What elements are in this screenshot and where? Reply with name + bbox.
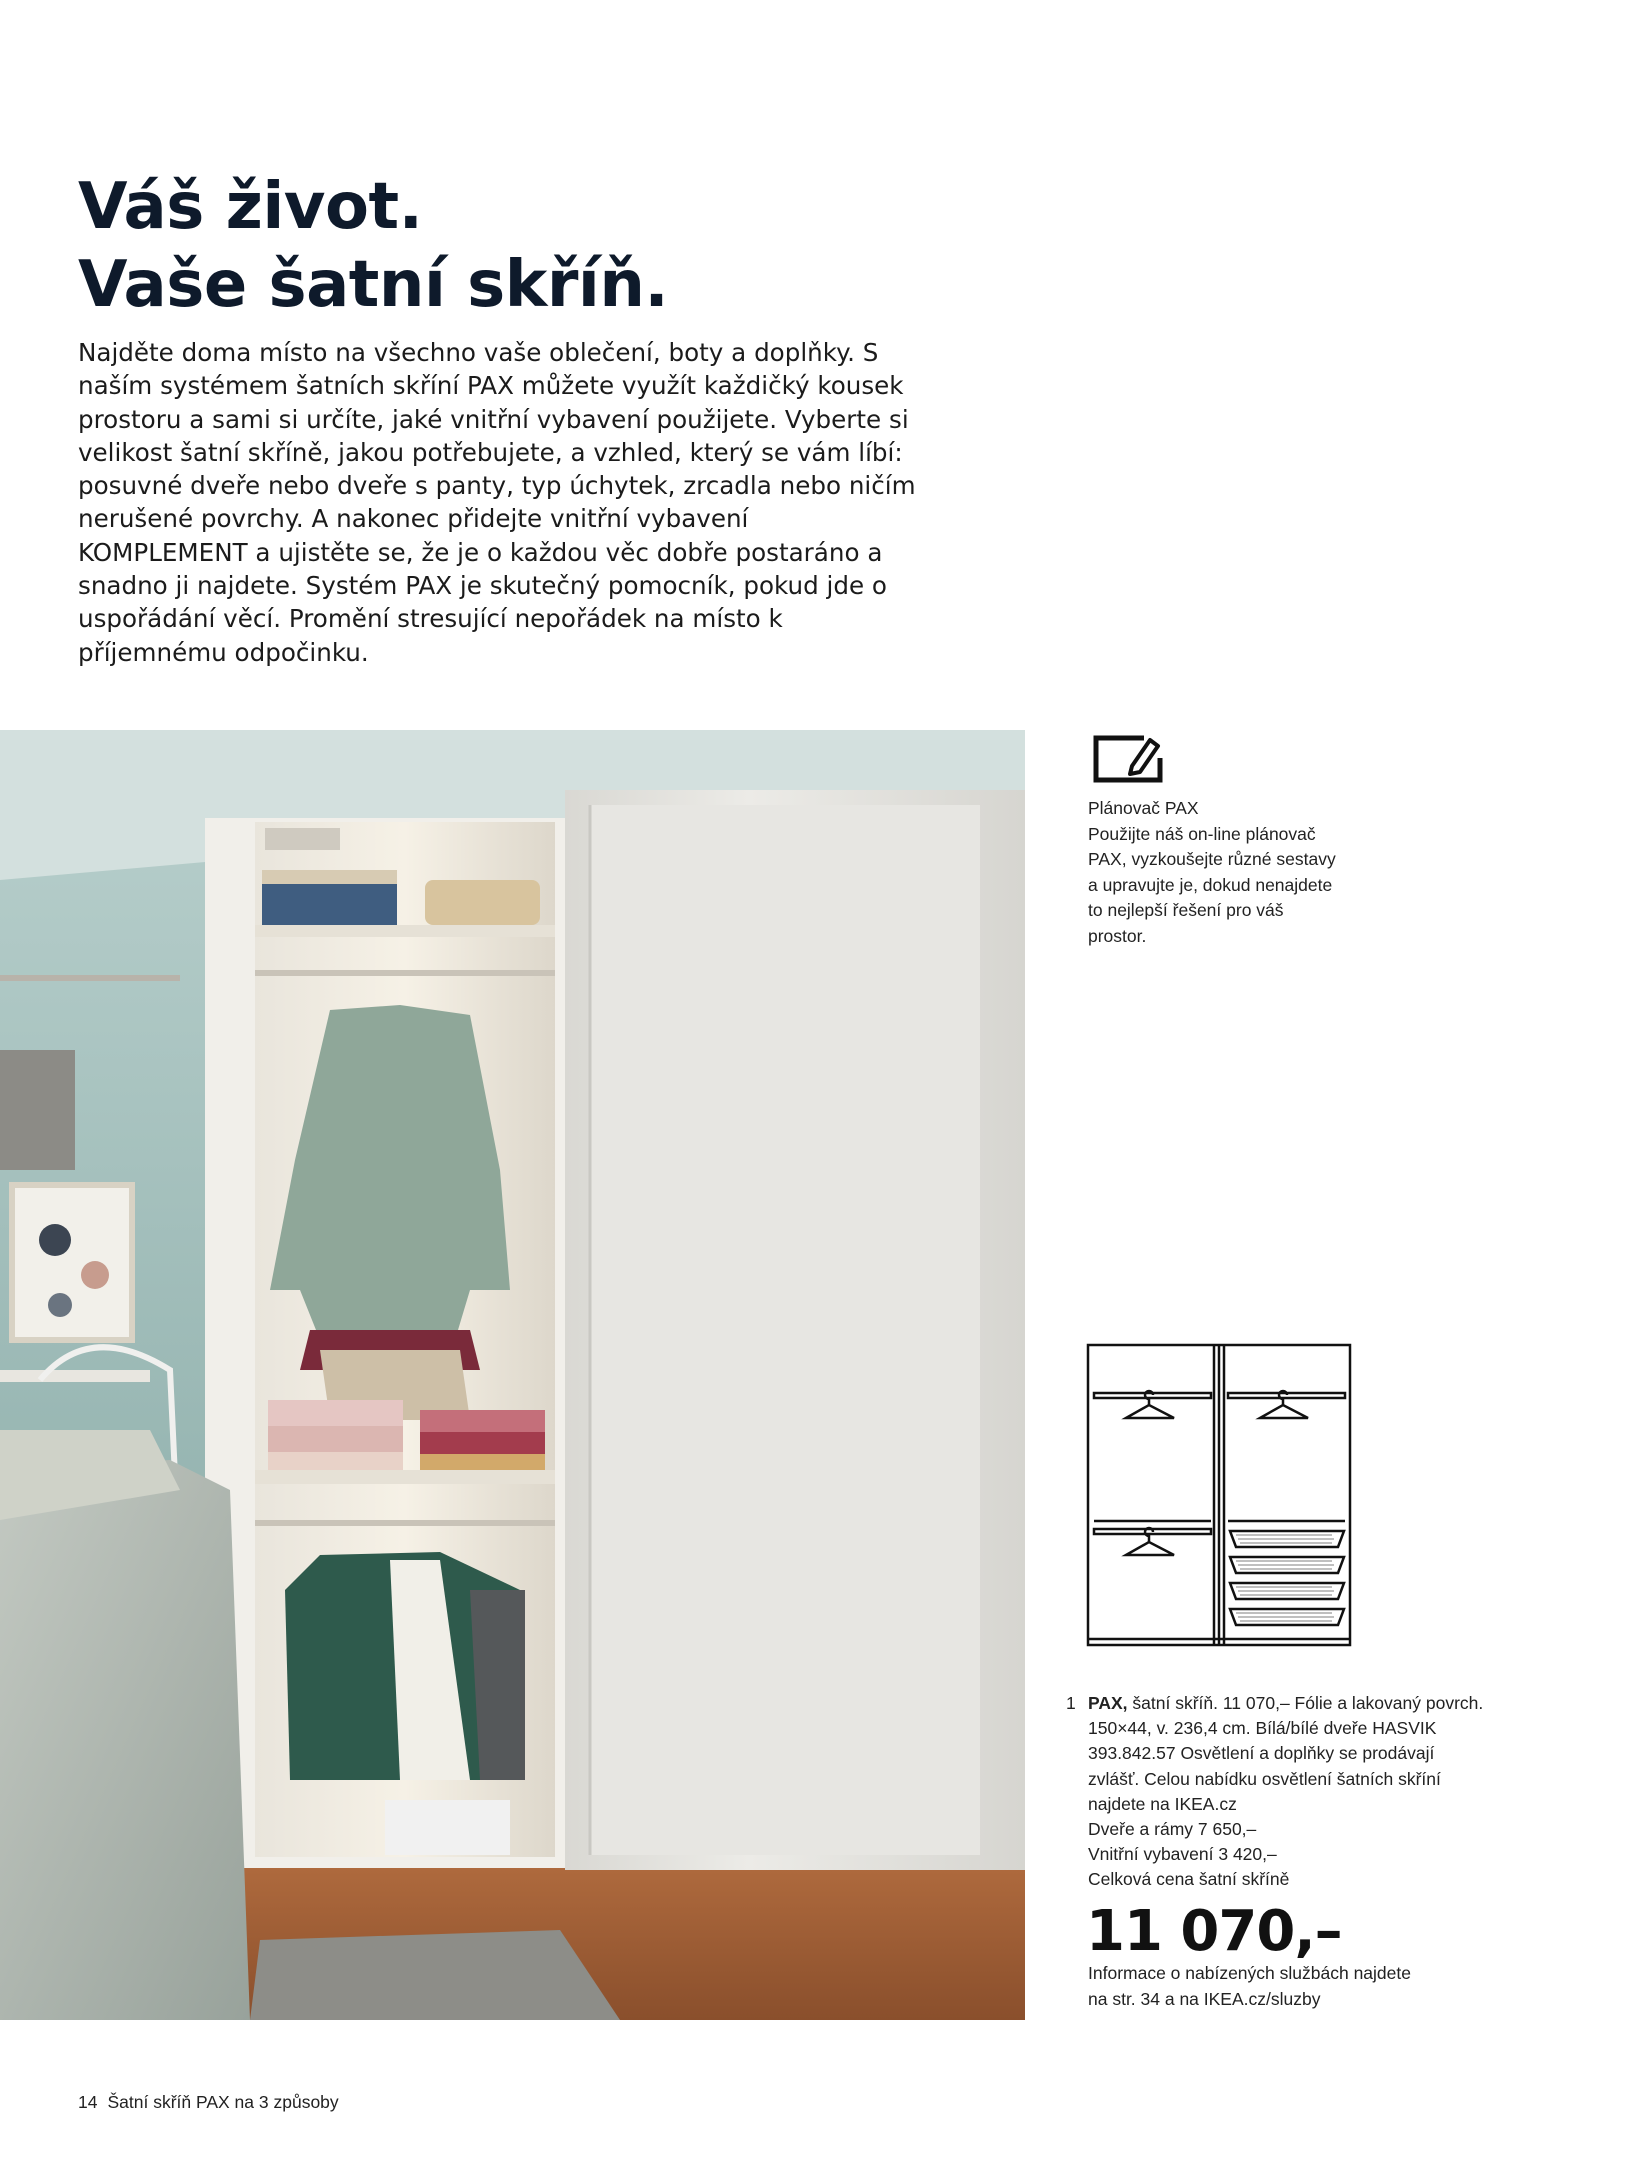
wardrobe-layout-diagram (1086, 1343, 1352, 1653)
product-first-line (1088, 1691, 1526, 1716)
planner-edit-icon (1088, 730, 1164, 788)
planner-text-line: PAX, vyzkoušejte různé sestavy (1088, 849, 1336, 869)
page-title (78, 168, 668, 324)
page-footer (78, 2092, 339, 2113)
product-detail-line: Dveře a rámy 7 650,– (1088, 1819, 1257, 1840)
planner-text-line: prostor. (1088, 925, 1147, 946)
product-detail-line: 150×44, v. 236,4 cm. Bílá/bílé dveře HASVIK (1088, 1718, 1437, 1739)
services-note (1088, 1961, 1448, 2012)
title-line-1: Váš život. (78, 170, 423, 244)
product-detail-line: Celková cena šatní skříně (1088, 1869, 1290, 1890)
product-description: šatní skříň. 11 070,– Fólie a lakovaný povrch. (1127, 1693, 1484, 1713)
planner-text-line: a upravujte je, dokud nenajdete (1088, 874, 1333, 895)
product-detail-line: 393.842.57 Osvětlení a doplňky se prodávají (1088, 1743, 1435, 1764)
product-name: PAX, (1088, 1693, 1128, 1713)
product-number: 1 (1066, 1693, 1076, 1713)
product-detail-line: Vnitřní vybavení 3 420,– (1088, 1844, 1277, 1865)
product-detail-line: najdete na IKEA.cz (1088, 1793, 1237, 1814)
page-number: 14 (78, 2092, 98, 2112)
services-line: Informace o nabízených službách najdete (1088, 1963, 1411, 1983)
product-info (1066, 1691, 1526, 1893)
planner-info (1088, 796, 1388, 949)
title-line-2: Vaše šatní skříň. (78, 248, 669, 322)
planner-text-line: to nejlepší řešení pro váš (1088, 900, 1284, 920)
planner-title: Plánovač PAX (1088, 798, 1199, 818)
product-price: 11 070,– (1086, 1899, 1342, 1964)
planner-text-line: Použijte náš on-line plánovač (1088, 823, 1316, 844)
intro-paragraph: Najděte doma místo na všechno vaše oblečení, boty a doplňky. S naším systémem šatních skříní PAX můžete využít každičký kousek prostoru a sami si určíte, jaké vnitřní vybavení použijete. Vyberte si velikost šatní skříně, jakou potřebujete, a vzhled, který se vám líbí: posuvné dveře nebo dveře s panty, typ úchytek, zrcadla nebo ničím nerušené povrchy. A nakonec přidejte vnitřní vybavení KOMPLEMENT a ujistěte se, že je o každou věc dobře postaráno a snadno ji najdete. Systém PAX je skutečný pomocník, pokud jde o uspořádání věcí. Promění stresující nepořádek na místo k příjemnému odpočinku. (78, 338, 916, 667)
product-detail-line: zvlášť. Celou nabídku osvětlení šatních skříní (1088, 1768, 1441, 1789)
section-title: Šatní skříň PAX na 3 způsoby (107, 2092, 339, 2112)
wardrobe-bedroom-photo (0, 730, 1025, 2020)
services-line: na str. 34 a na IKEA.cz/sluzby (1088, 1988, 1321, 2009)
